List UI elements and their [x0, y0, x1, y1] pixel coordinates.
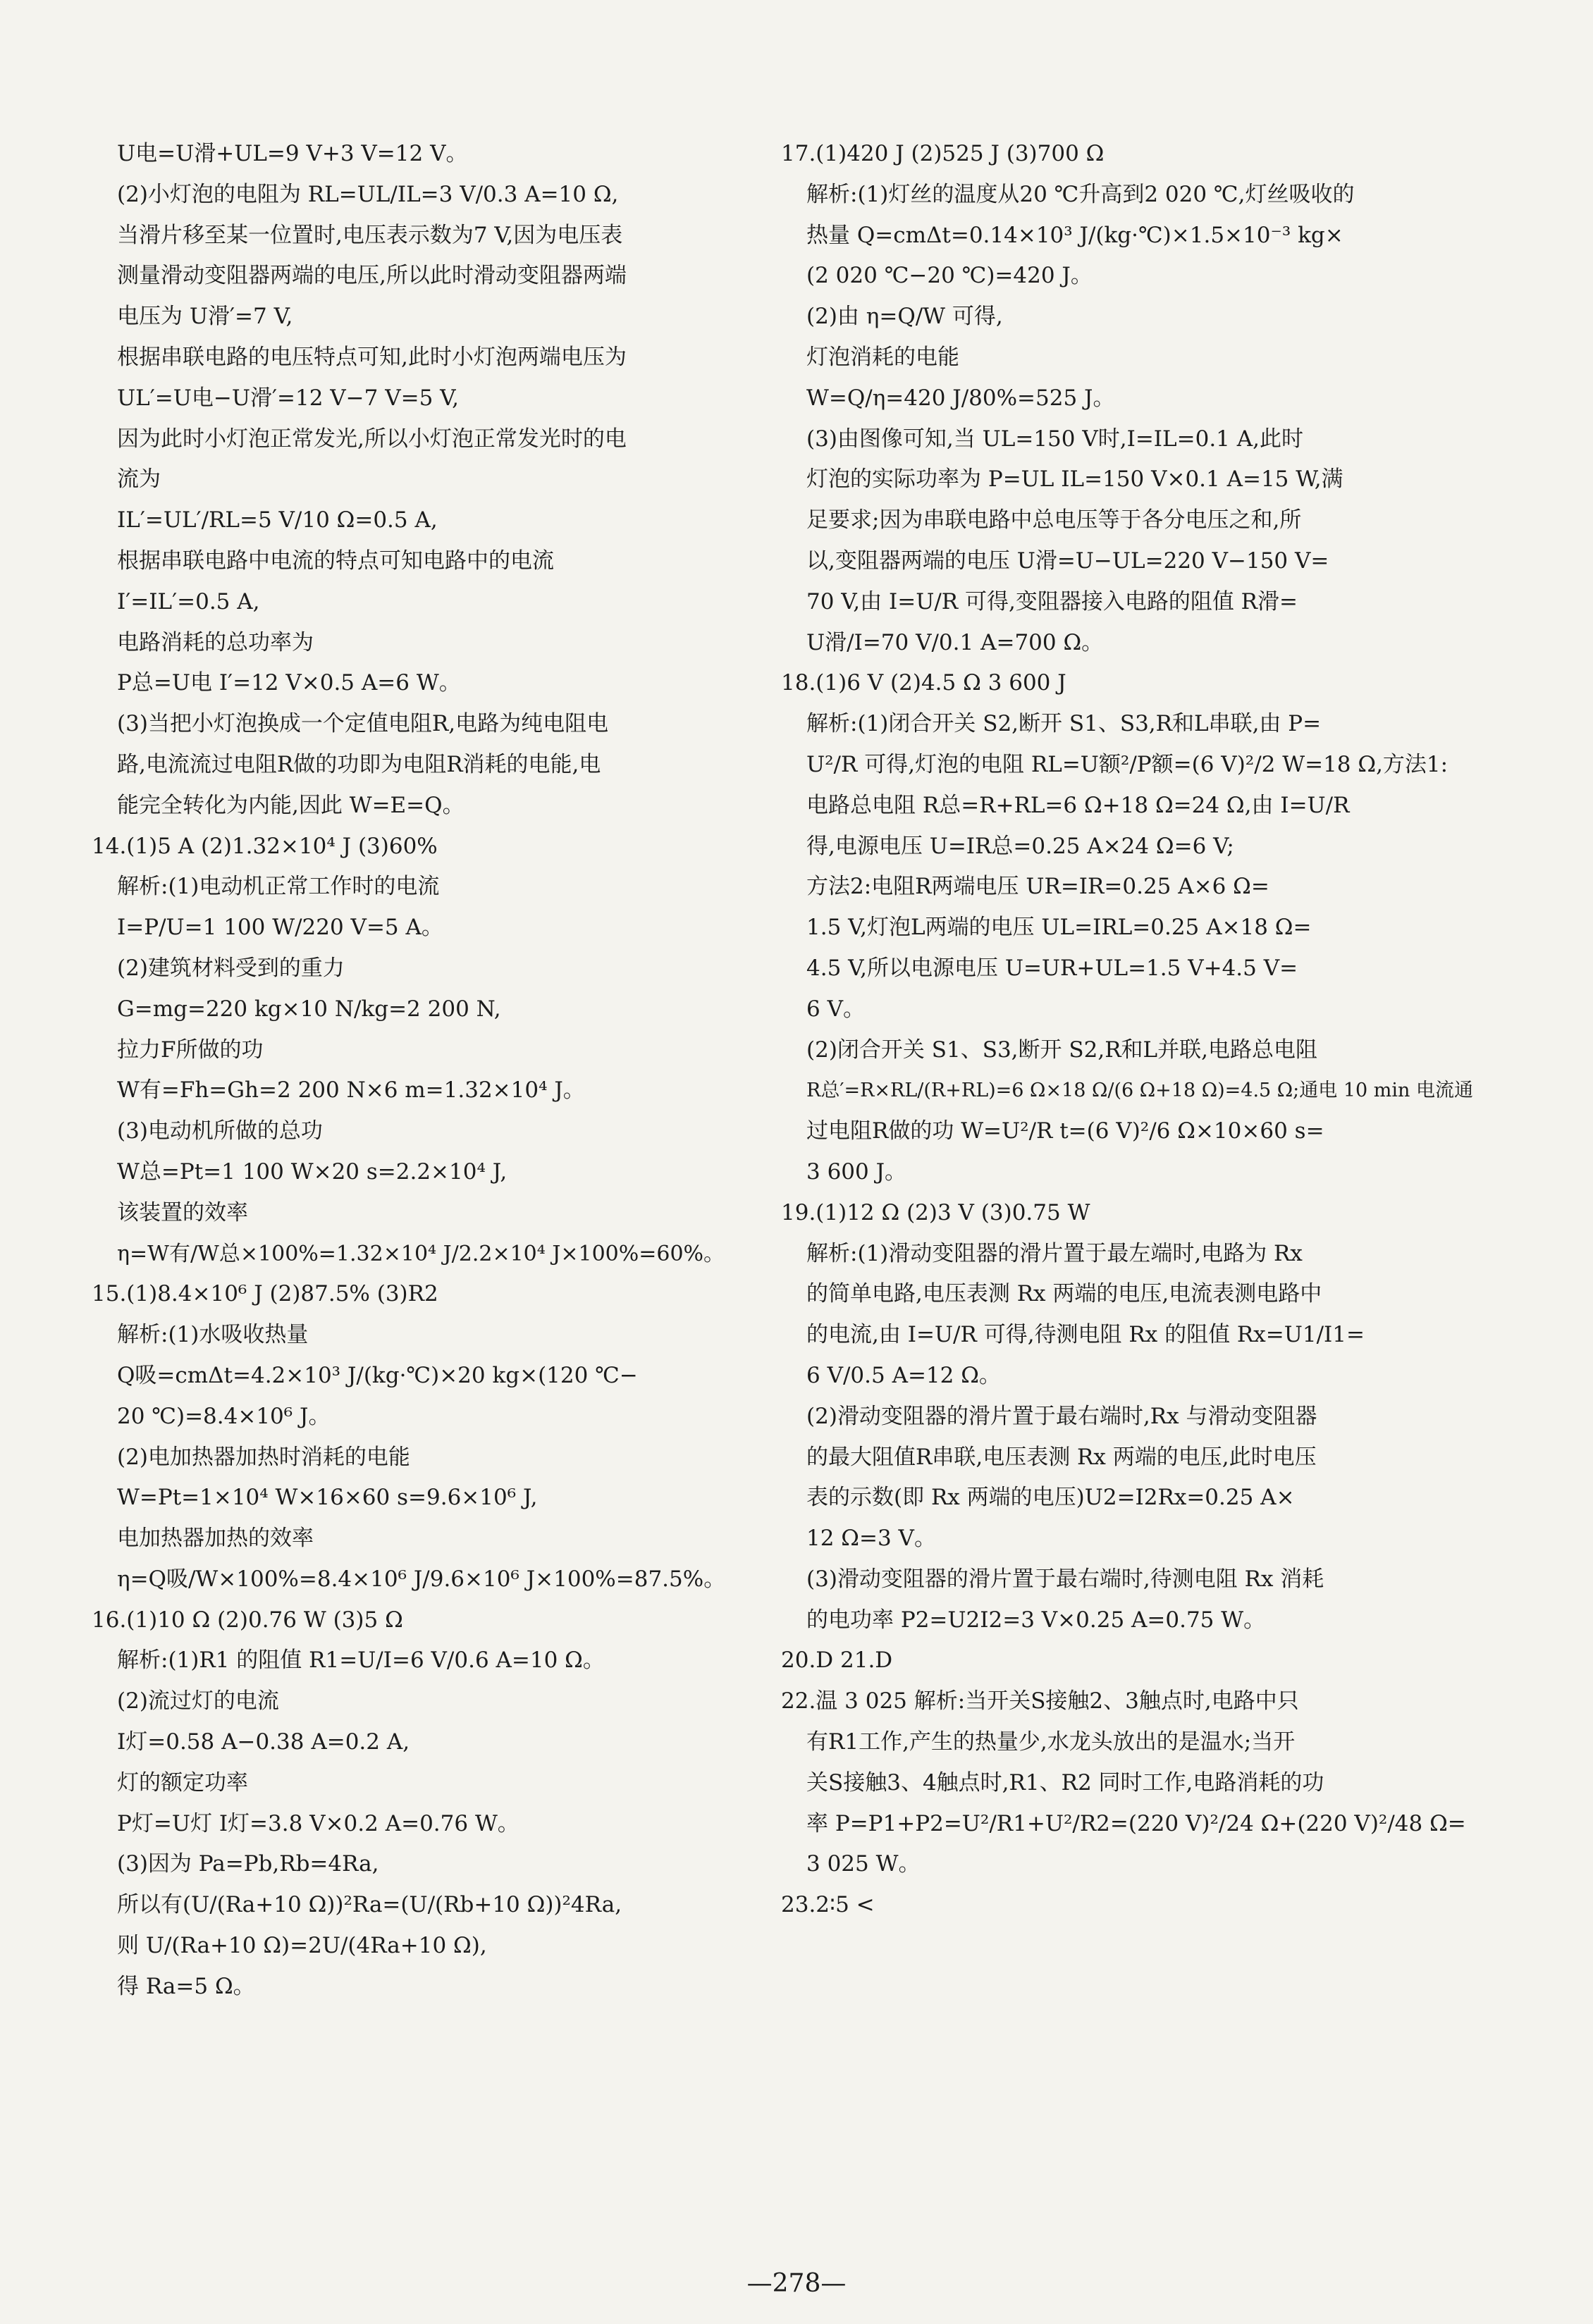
page-number: —278—	[746, 2269, 847, 2298]
text-line: 测量滑动变阻器两端的电压,所以此时滑动变阻器两端	[117, 263, 627, 289]
text-line: 方法2:电阻R两端电压 UR=IR=0.25 A×6 Ω=	[806, 874, 1269, 900]
text-line: 22.温 3 025 解析:当开关S接触2、3触点时,电路中只	[781, 1688, 1299, 1714]
text-line: U电=U滑+UL=9 V+3 V=12 V。	[117, 141, 468, 166]
text-line: (2)建筑材料受到的重力	[117, 955, 345, 981]
text-line: 以,变阻器两端的电压 U滑=U−UL=220 V−150 V=	[806, 548, 1329, 574]
text-line: P总=U电 I′=12 V×0.5 A=6 W。	[117, 670, 461, 696]
text-line: UL′=U电−U滑′=12 V−7 V=5 V,	[117, 385, 459, 411]
right-column	[781, 134, 1486, 1926]
text-line: 3 025 W。	[806, 1851, 921, 1877]
text-line: W=Pt=1×10⁴ W×16×60 s=9.6×10⁶ J,	[117, 1485, 538, 1511]
text-line: 20.D 21.D	[781, 1648, 893, 1674]
text-line: (3)当把小灯泡换成一个定值电阻R,电路为纯电阻电	[117, 711, 609, 737]
text-line: IL′=UL′/RL=5 V/10 Ω=0.5 A,	[117, 507, 438, 533]
text-line: (3)电动机所做的总功	[117, 1118, 323, 1144]
text-line: 过电阻R做的功 W=U²/R t=(6 V)²/6 Ω×10×60 s=	[806, 1118, 1324, 1144]
text-line: 解析:(1)闭合开关 S2,断开 S1、S3,R和L串联,由 P=	[806, 711, 1322, 737]
text-line: P灯=U灯 I灯=3.8 V×0.2 A=0.76 W。	[117, 1810, 519, 1836]
text-line: 3 600 J。	[806, 1158, 907, 1185]
text-line: 该装置的效率	[117, 1199, 248, 1225]
text-line: 热量 Q=cmΔt=0.14×10³ J/(kg·℃)×1.5×10⁻³ kg×	[806, 222, 1343, 248]
text-line: (2)闭合开关 S1、S3,断开 S2,R和L并联,电路总电阻	[806, 1037, 1317, 1063]
text-line: 灯泡消耗的电能	[806, 344, 959, 370]
text-line: I′=IL′=0.5 A,	[117, 588, 260, 614]
text-line: 解析:(1)水吸收热量	[117, 1322, 309, 1348]
text-line: 率 P=P1+P2=U²/R1+U²/R2=(220 V)²/24 Ω+(220 V)²/48 Ω=	[806, 1810, 1466, 1836]
text-line: 16.(1)10 Ω (2)0.76 W (3)5 Ω	[92, 1607, 403, 1633]
text-line: 当滑片移至某一位置时,电压表示数为7 V,因为电压表	[117, 222, 623, 248]
text-line: R总′=R×RL/(R+RL)=6 Ω×18 Ω/(6 Ω+18 Ω)=4.5 Ω;通电 10 min 电流通	[806, 1080, 1474, 1102]
text-line: 1.5 V,灯泡L两端的电压 UL=IRL=0.25 A×18 Ω=	[806, 915, 1312, 941]
text-line: 电加热器加热的效率	[117, 1526, 314, 1552]
text-line: 14.(1)5 A (2)1.32×10⁴ J (3)60%	[92, 833, 438, 859]
text-line: 解析:(1)电动机正常工作时的电流	[117, 874, 440, 900]
text-line: 得 Ra=5 Ω。	[117, 1973, 255, 1999]
text-line: U滑/I=70 V/0.1 A=700 Ω。	[806, 629, 1104, 655]
text-line: (3)由图像可知,当 UL=150 V时,I=IL=0.1 A,此时	[806, 426, 1303, 452]
text-line: (2 020 ℃−20 ℃)=420 J。	[806, 263, 1093, 289]
text-line: 70 V,由 I=U/R 可得,变阻器接入电路的阻值 R滑=	[806, 588, 1298, 614]
text-line: 电路消耗的总功率为	[117, 629, 314, 655]
text-line: Q吸=cmΔt=4.2×10³ J/(kg·℃)×20 kg×(120 ℃−	[117, 1362, 638, 1388]
text-line: 流为	[117, 466, 161, 493]
text-line: 20 ℃)=8.4×10⁶ J。	[117, 1403, 331, 1429]
text-line: 表的示数(即 Rx 两端的电压)U2=I2Rx=0.25 A×	[806, 1485, 1295, 1511]
text-line: 有R1工作,产生的热量少,水龙头放出的是温水;当开	[806, 1729, 1296, 1755]
text-line: η=W有/W总×100%=1.32×10⁴ J/2.2×10⁴ J×100%=60%。	[117, 1241, 725, 1266]
text-line: 解析:(1)滑动变阻器的滑片置于最左端时,电路为 Rx	[806, 1240, 1303, 1266]
text-line: 4.5 V,所以电源电压 U=UR+UL=1.5 V+4.5 V=	[806, 955, 1298, 981]
text-line: (2)电加热器加热时消耗的电能	[117, 1444, 410, 1470]
text-line: 路,电流流过电阻R做的功即为电阻R消耗的电能,电	[117, 751, 601, 777]
text-line: 所以有(U/(Ra+10 Ω))²Ra=(U/(Rb+10 Ω))²4Ra,	[117, 1892, 622, 1918]
text-line: 解析:(1)R1 的阻值 R1=U/I=6 V/0.6 A=10 Ω。	[117, 1648, 605, 1674]
text-line: 12 Ω=3 V。	[806, 1526, 936, 1552]
text-line: (3)因为 Pa=Pb,Rb=4Ra,	[117, 1851, 379, 1877]
text-line: 6 V/0.5 A=12 Ω。	[806, 1362, 1001, 1388]
text-line: 灯泡的实际功率为 P=UL IL=150 V×0.1 A=15 W,满	[806, 466, 1343, 493]
text-line: (2)滑动变阻器的滑片置于最右端时,Rx 与滑动变阻器	[806, 1403, 1317, 1429]
text-line: 关S接触3、4触点时,R1、R2 同时工作,电路消耗的功	[806, 1769, 1324, 1795]
text-line: 15.(1)8.4×10⁶ J (2)87.5% (3)R2	[92, 1281, 438, 1307]
text-line: (2)流过灯的电流	[117, 1688, 279, 1714]
text-line: 6 V。	[806, 996, 865, 1022]
text-line: W有=Fh=Gh=2 200 N×6 m=1.32×10⁴ J。	[117, 1077, 585, 1104]
text-line: 电压为 U滑′=7 V,	[117, 304, 293, 330]
text-line: G=mg=220 kg×10 N/kg=2 200 N,	[117, 996, 501, 1022]
text-line: (2)由 η=Q/W 可得,	[806, 304, 1003, 330]
text-line: U²/R 可得,灯泡的电阻 RL=U额²/P额=(6 V)²/2 W=18 Ω,方法1:	[806, 751, 1449, 777]
text-line: I=P/U=1 100 W/220 V=5 A。	[117, 915, 443, 941]
text-line: 能完全转化为内能,因此 W=E=Q。	[117, 792, 465, 818]
text-line: 灯的额定功率	[117, 1769, 248, 1795]
text-line: 电路总电阻 R总=R+RL=6 Ω+18 Ω=24 Ω,由 I=U/R	[806, 792, 1350, 818]
text-line: 19.(1)12 Ω (2)3 V (3)0.75 W	[781, 1199, 1090, 1225]
text-line: 则 U/(Ra+10 Ω)=2U/(4Ra+10 Ω),	[117, 1933, 487, 1959]
text-line: 的电流,由 I=U/R 可得,待测电阻 Rx 的阻值 Rx=U1/I1=	[806, 1322, 1365, 1348]
text-line: W总=Pt=1 100 W×20 s=2.2×10⁴ J,	[117, 1158, 508, 1185]
text-line: 根据串联电路中电流的特点可知电路中的电流	[117, 548, 554, 574]
text-line: 得,电源电压 U=IR总=0.25 A×24 Ω=6 V;	[806, 833, 1234, 859]
text-line: 17.(1)420 J (2)525 J (3)700 Ω	[781, 141, 1105, 166]
text-line: 的最大阻值R串联,电压表测 Rx 两端的电压,此时电压	[806, 1444, 1317, 1470]
text-line: 解析:(1)灯丝的温度从20 ℃升高到2 020 ℃,灯丝吸收的	[806, 181, 1355, 207]
text-line: W=Q/η=420 J/80%=525 J。	[806, 385, 1115, 411]
text-line: 23.2∶5 <	[781, 1892, 875, 1918]
text-line: η=Q吸/W×100%=8.4×10⁶ J/9.6×10⁶ J×100%=87.5%。	[117, 1566, 726, 1592]
text-line: 18.(1)6 V (2)4.5 Ω 3 600 J	[781, 670, 1066, 696]
text-line: 的简单电路,电压表测 Rx 两端的电压,电流表测电路中	[806, 1281, 1322, 1307]
text-line: 根据串联电路的电压特点可知,此时小灯泡两端电压为	[117, 344, 627, 370]
text-line: 因为此时小灯泡正常发光,所以小灯泡正常发光时的电	[117, 426, 627, 452]
text-line: (2)小灯泡的电阻为 RL=UL/IL=3 V/0.3 A=10 Ω,	[117, 181, 619, 207]
text-line: 足要求;因为串联电路中总电压等于各分电压之和,所	[806, 507, 1302, 533]
text-line: (3)滑动变阻器的滑片置于最右端时,待测电阻 Rx 消耗	[806, 1566, 1324, 1592]
left-column	[92, 134, 726, 2008]
text-line: 拉力F所做的功	[117, 1037, 264, 1063]
text-line: I灯=0.58 A−0.38 A=0.2 A,	[117, 1729, 410, 1755]
text-line: 的电功率 P2=U2I2=3 V×0.25 A=0.75 W。	[806, 1607, 1266, 1633]
